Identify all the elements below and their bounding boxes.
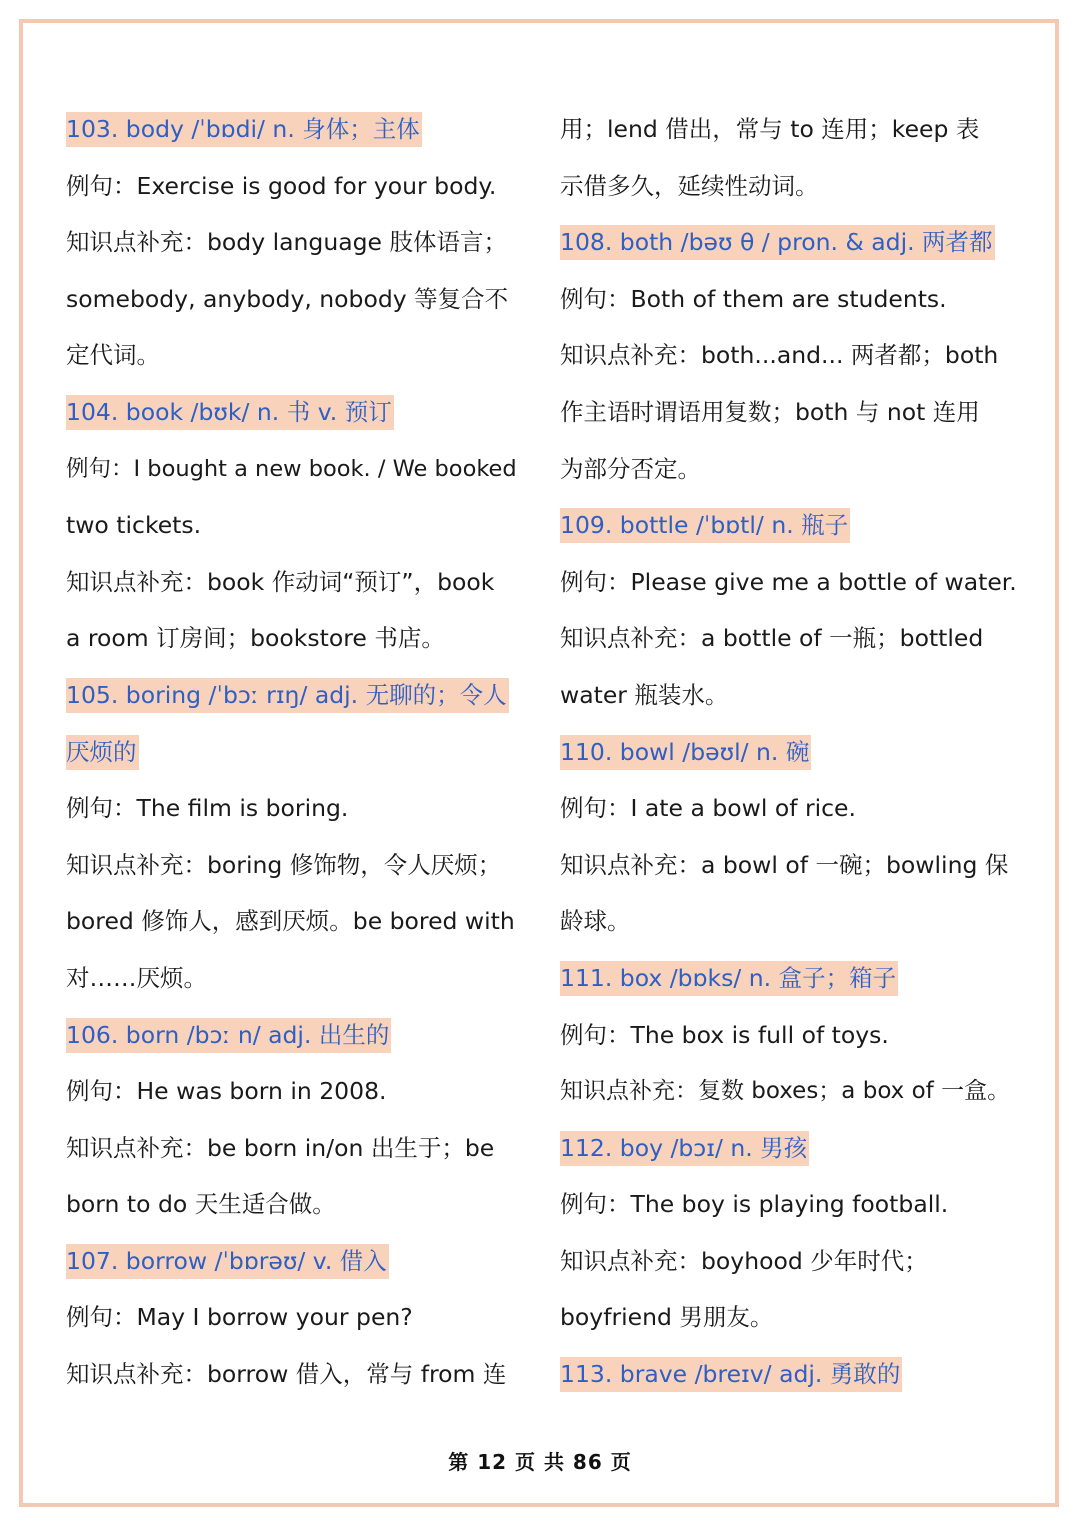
text-line: two tickets. <box>66 511 202 540</box>
left-column <box>66 101 526 1403</box>
text-line: 知识点补充：boring 修饰物，令人厌烦； <box>66 850 502 879</box>
text-line <box>560 1120 1018 1177</box>
entry-heading: 108. both /bəʊ θ / pron. & adj. 两者都 <box>560 225 995 260</box>
text-line <box>66 101 526 158</box>
text-line: 知识点补充：a bottle of 一瓶；bottled <box>560 624 984 653</box>
text-line: 例句：I bought a new book. / We booked <box>66 455 517 482</box>
entry-heading: 105. boring /ˈbɔː rɪŋ/ adj. 无聊的；令人 <box>66 678 509 713</box>
entry-heading: 113. brave /breɪv/ adj. 勇敢的 <box>560 1357 902 1392</box>
text-line: 用；lend 借出，常与 to 连用；keep 表 <box>560 115 980 143</box>
text-line: 知识点补充：be born in/on 出生于；be <box>66 1133 495 1162</box>
entry-heading: 111. box /bɒks/ n. 盒子；箱子 <box>560 961 898 996</box>
text-line: 对……厌烦。 <box>66 963 207 992</box>
text-line: born to do 天生适合做。 <box>66 1190 336 1219</box>
text-line <box>66 1007 526 1064</box>
text-line: 例句：Both of them are students. <box>560 284 947 313</box>
entry-heading: 110. bowl /bəʊl/ n. 碗 <box>560 735 811 770</box>
text-line <box>66 1233 526 1290</box>
entry-heading: 112. boy /bɔɪ/ n. 男孩 <box>560 1131 809 1166</box>
text-line: 示借多久，延续性动词。 <box>560 171 819 200</box>
text-line: bored 修饰人，感到厌烦。be bored with <box>66 907 515 936</box>
text-line: 例句：He was born in 2008. <box>66 1077 387 1106</box>
entry-heading: 109. bottle /ˈbɒtl/ n. 瓶子 <box>560 508 850 543</box>
text-line: 知识点补充：borrow 借入，常与 from 连 <box>66 1360 507 1389</box>
text-line <box>66 667 526 724</box>
text-line: 例句：I ate a bowl of rice. <box>560 794 856 823</box>
text-line: 为部分否定。 <box>560 454 701 483</box>
text-line: boyfriend 男朋友。 <box>560 1303 774 1332</box>
text-line: 知识点补充：boyhood 少年时代； <box>560 1246 928 1275</box>
text-line: 例句：The box is full of toys. <box>560 1020 889 1049</box>
text-line: 知识点补充：body language 肢体语言； <box>66 228 507 257</box>
text-line <box>560 214 1018 271</box>
text-line <box>66 384 526 441</box>
text-line: somebody, anybody, nobody 等复合不 <box>66 284 509 313</box>
text-line: 知识点补充：a bowl of 一碗；bowling 保 <box>560 850 1009 879</box>
text-line: 知识点补充：book 作动词“预订”，book <box>66 567 495 596</box>
text-line: 知识点补充：复数 boxes；a box of 一盒。 <box>560 1078 1011 1105</box>
text-line: a room 订房间；bookstore 书店。 <box>66 624 445 653</box>
entry-heading: 106. born /bɔː n/ adj. 出生的 <box>66 1018 391 1053</box>
right-column <box>560 101 1018 1403</box>
text-line: 例句：May I borrow your pen? <box>66 1303 413 1332</box>
text-line: 例句：The boy is playing football. <box>560 1190 949 1219</box>
entry-heading: 107. borrow /ˈbɒrəʊ/ v. 借入 <box>66 1244 389 1279</box>
text-line: 龄球。 <box>560 907 631 936</box>
entry-heading: 104. book /bʊk/ n. 书 v. 预订 <box>66 395 394 430</box>
text-line: 定代词。 <box>66 341 160 370</box>
text-line: water 瓶装水。 <box>560 680 729 709</box>
text-line: 例句：Exercise is good for your body. <box>66 171 497 200</box>
text-line <box>66 724 526 781</box>
page-number-footer: 第 12 页 共 86 页 <box>448 1450 632 1474</box>
text-line <box>560 950 1018 1007</box>
text-line: 例句：The film is boring. <box>66 794 349 823</box>
entry-heading: 厌烦的 <box>66 735 139 770</box>
text-line: 知识点补充：both...and... 两者都；both <box>560 341 999 370</box>
text-line <box>560 724 1018 781</box>
entry-heading: 103. body /ˈbɒdi/ n. 身体；主体 <box>66 112 422 147</box>
text-line <box>560 497 1018 554</box>
text-line <box>560 1346 1018 1403</box>
text-line: 作主语时谓语用复数；both 与 not 连用 <box>560 397 980 426</box>
text-line: 例句：Please give me a bottle of water. <box>560 567 1017 596</box>
